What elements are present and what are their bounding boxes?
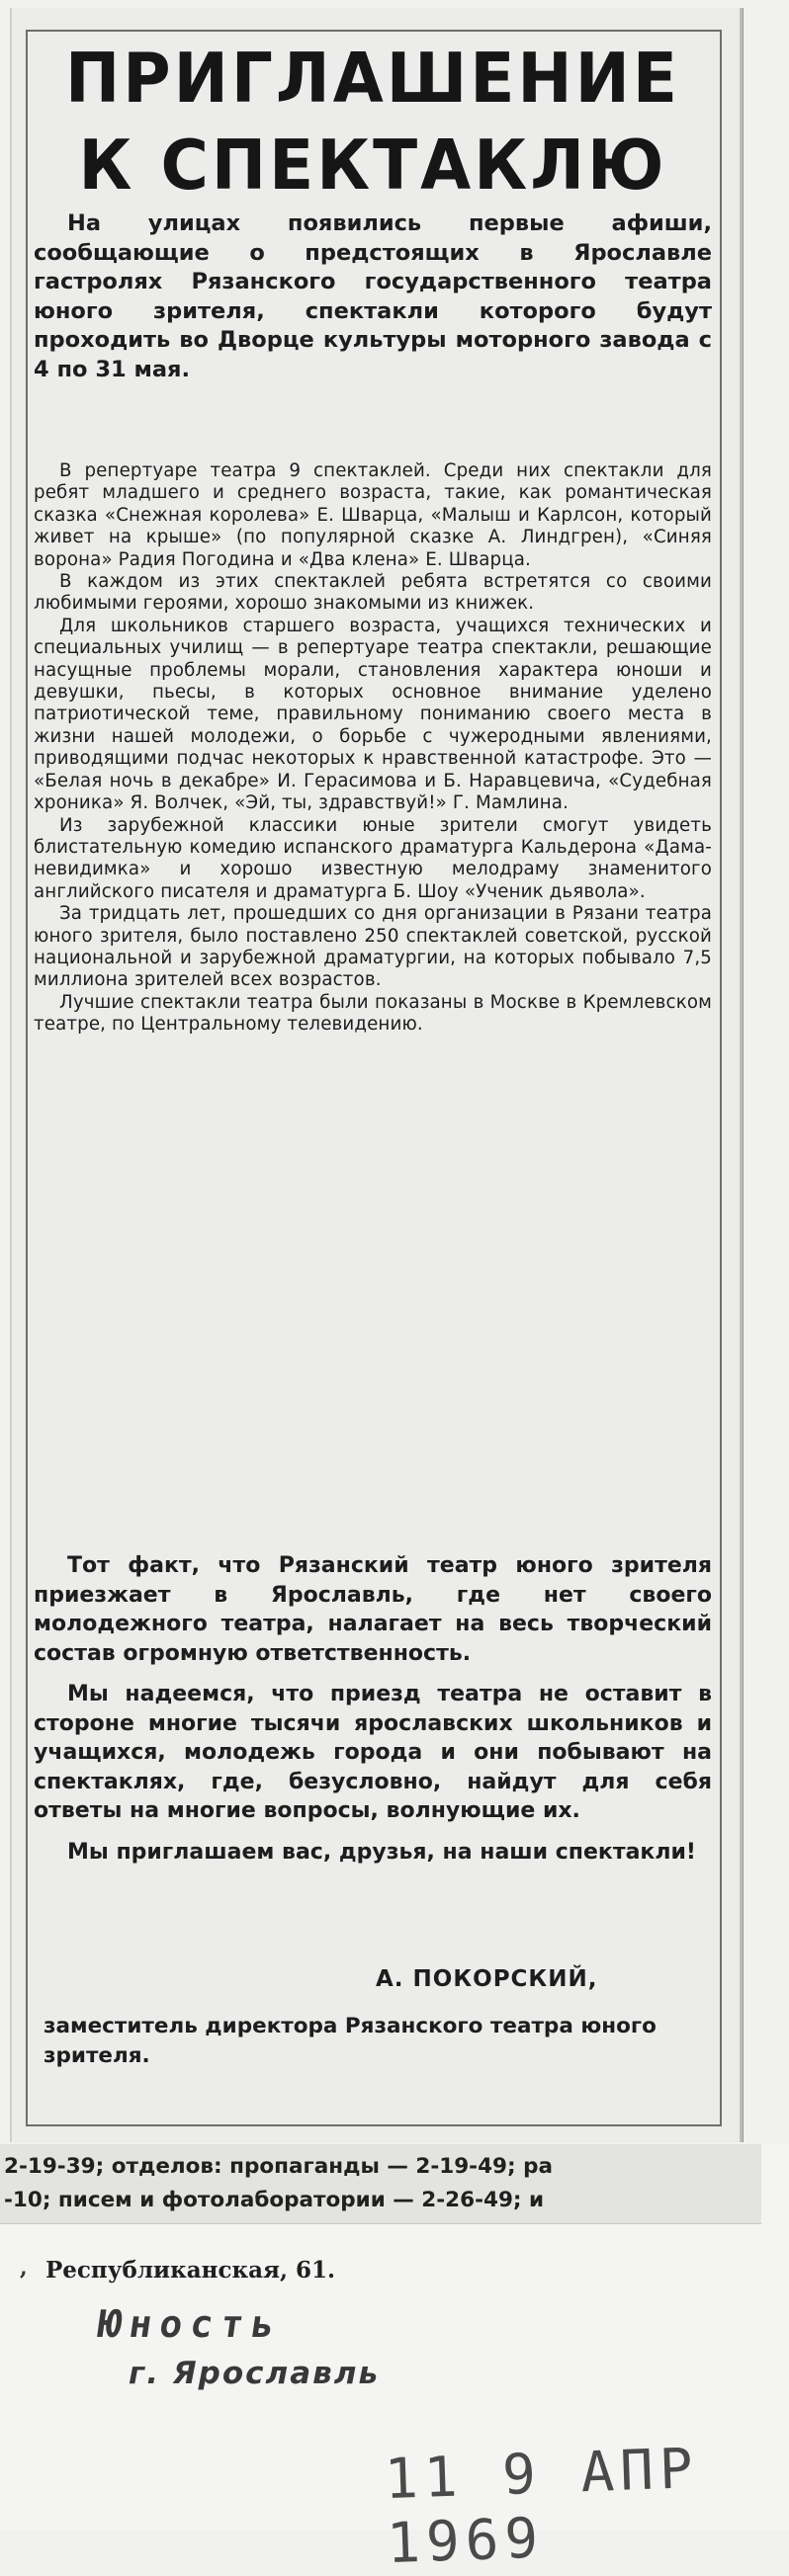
lead-paragraph: На улицах появились первые афиши, сообщающие о предстоящих в Ярославле гастролях Рязанского государственного театра юного зрителя, спектакли которого будут проходить во Дворце культуры моторного завода с 4 по 31 мая.: [34, 210, 712, 382]
body-paragraph: В репертуаре театра 9 спектаклей. Среди них спектакли для ребят младшего и среднего возраста, такие, как романтическая сказка «Снежная королева» Е. Шварца, «Малыш и Карлсон, который живет на крыше» (по популярной сказке А. Линдгрен), «Синяя ворона» Радия Погодина и «Два клена» Е. Шварца.: [34, 460, 712, 570]
closing-paragraph: Тот факт, что Рязанский театр юного зрителя приезжает в Ярославль, где нет своего молодежного театра, налагает на весь творческий состав огромную ответственность.: [34, 1553, 712, 1666]
closing-paragraph: Мы надеемся, что приезд театра не оставит в стороне многие тысячи ярославских школьников и учащихся, молодежь города и они побывают на спектаклях, где, безусловно, найдут для себя ответы на многие вопросы, волнующие их.: [34, 1682, 712, 1823]
phone-line-1: 2-19-39; отделов: пропаганды — 2-19-49; ра: [4, 2154, 553, 2179]
article-lead: [34, 209, 712, 384]
body-paragraph: Для школьников старшего возраста, учащихся технических и специальных училищ — в репертуаре театра спектакли, решающие насущные проблемы морали, становления характера юноши и девушки, пьесы, в которых основное внимание уделено патриотической теме, правильному пониманию своего места в жизни нашей молодежи, о борьбе с чужеродными явлениями, приводящими подчас некоторых к нравственной катастрофе. Это — «Белая ночь в декабре» И. Герасимова и Б. Наравцевича, «Судебная хроника» Я. Волчек, «Эй, ты, здравствуй!» Г. Мамлина.: [34, 615, 712, 814]
newspaper-name-stamp: Юность: [95, 2302, 286, 2346]
body-paragraph: В каждом из этих спектаклей ребята встретятся со своими любимыми героями, хорошо знакомыми из книжек.: [34, 571, 712, 615]
body-paragraph: Лучшие спектакли театра были показаны в Москве в Кремлевском театре, по Центральному телевидению.: [34, 991, 712, 1036]
title-line-1: ПРИГЛАШЕНИЕ: [65, 38, 680, 119]
closing-paragraph: Мы приглашаем вас, друзья, на наши спектакли!: [67, 1839, 696, 1865]
address-text: Республиканская, 61.: [45, 2257, 335, 2284]
author-role: заместитель директора Рязанского театра юного зрителя.: [44, 2014, 657, 2068]
city-stamp: г. Ярославль: [129, 2356, 381, 2391]
article-title: [26, 36, 720, 209]
article-body: [34, 460, 712, 1037]
date-stamp: 11 9 АПР 1969: [383, 2437, 700, 2576]
address-prefix: ,: [20, 2255, 28, 2281]
masthead-fragment: [0, 2144, 789, 2576]
phone-line-2: -10; писем и фотолаборатории — 2-26-49; и: [4, 2188, 545, 2212]
author-name: А. ПОКОРСКИЙ,: [376, 1966, 598, 1992]
body-paragraph: За тридцать лет, прошедших со дня организации в Рязани театра юного зрителя, было поставлено 250 спектаклей советской, русской национальной и зарубежной драматургии, на которых побывало 7,5 миллиона зрителей всех возрастов.: [34, 903, 712, 991]
title-line-2: К СПЕКТАКЛЮ: [78, 125, 667, 206]
article-closing: [34, 1551, 712, 1878]
body-paragraph: Из зарубежной классики юные зрители смогут увидеть блистательную комедию испанского драматурга Кальдерона «Дама-невидимка» и хорошо известную мелодраму знаменитого английского писателя и драматурга Б. Шоу «Ученик дьявола».: [34, 814, 712, 902]
